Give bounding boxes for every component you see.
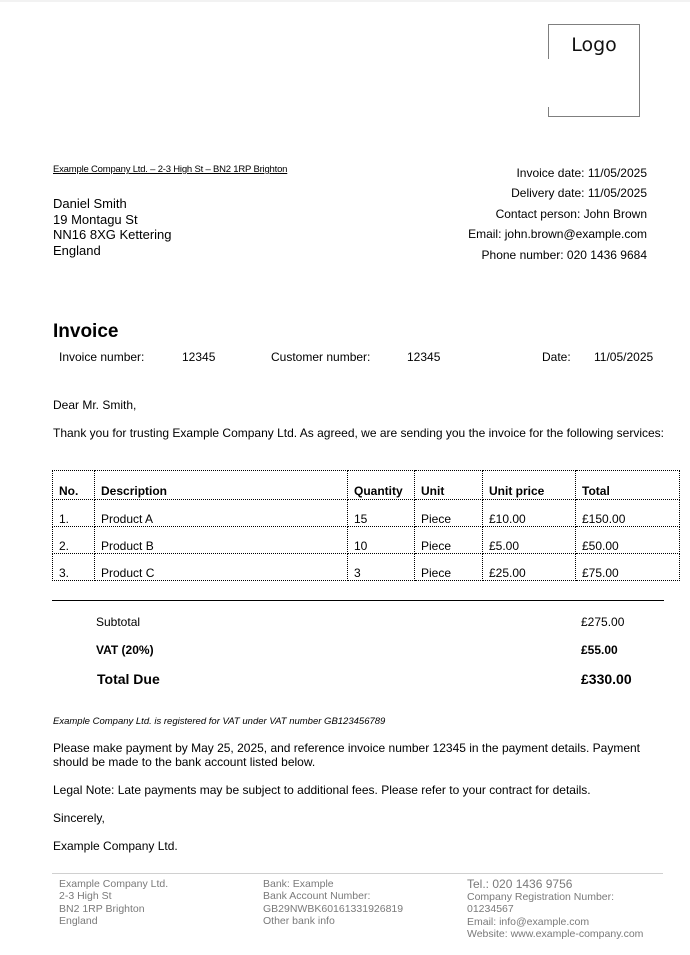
col-header-description: Description xyxy=(95,471,348,500)
recipient-country: England xyxy=(53,242,101,258)
cell-no: 2. xyxy=(53,527,95,554)
col-header-quantity: Quantity xyxy=(348,471,415,500)
cell-unit-price: £10.00 xyxy=(483,500,576,527)
cell-no: 1. xyxy=(53,500,95,527)
footer-bank-account-number: GB29NWBK60161331926819 xyxy=(263,902,404,915)
recipient-address xyxy=(53,196,172,258)
greeting: Dear Mr. Smith, xyxy=(53,398,137,412)
footer-registration-label: Company Registration Number: xyxy=(467,891,615,903)
cell-no: 3. xyxy=(53,554,95,581)
closing: Sincerely, xyxy=(53,811,105,825)
invoice-number-value: 12345 xyxy=(182,350,216,364)
page-top-edge xyxy=(0,0,690,2)
date-label: Date: xyxy=(542,350,571,364)
col-header-total: Total xyxy=(576,471,680,500)
legal-note: Legal Note: Late payments may be subject to additional fees. Please refer to your contract for details. xyxy=(53,783,591,797)
cell-total: £50.00 xyxy=(576,527,680,554)
footer-website: Website: www.example-company.com xyxy=(467,927,644,940)
invoice-date: Invoice date: 11/05/2025 xyxy=(516,166,647,180)
subtotal-value: £275.00 xyxy=(581,615,625,629)
col-header-unit: Unit xyxy=(415,471,483,500)
subtotal-label: Subtotal xyxy=(96,615,141,629)
totals-divider xyxy=(52,600,664,601)
footer-bank-info xyxy=(263,878,403,927)
cell-unit-price: £5.00 xyxy=(483,527,576,554)
date-value: 11/05/2025 xyxy=(594,350,654,364)
logo-label: Logo xyxy=(571,34,617,56)
footer-company-country: England xyxy=(59,914,98,927)
footer-company-city: BN2 1RP Brighton xyxy=(59,902,145,915)
footer-registration-number: 01234567 xyxy=(467,903,514,916)
payment-instructions: Please make payment by May 25, 2025, and reference invoice number 12345 in the payment details. Payment should be made to the bank account listed below. xyxy=(53,741,641,769)
contact-email: Email: john.brown@example.com xyxy=(468,227,647,242)
invoice-number-label: Invoice number: xyxy=(59,350,145,364)
col-header-unit-price: Unit price xyxy=(483,471,576,500)
logo-border-segment xyxy=(548,107,549,116)
recipient-street: 19 Montagu St xyxy=(53,211,138,227)
total-due-label: Total Due xyxy=(97,671,160,687)
cell-quantity: 10 xyxy=(348,527,415,554)
table-row xyxy=(53,554,680,581)
sender-address-line: Example Company Ltd. – 2-3 High St – BN2 1RP Brighton xyxy=(53,164,288,175)
cell-unit: Piece xyxy=(415,554,483,581)
footer-company-name: Example Company Ltd. xyxy=(59,878,169,890)
footer-company-street: 2-3 High St xyxy=(59,890,112,903)
table-header-row xyxy=(53,471,680,500)
invoice-meta xyxy=(468,163,647,265)
cell-description: Product B xyxy=(95,527,348,554)
recipient-city: NN16 8XG Kettering xyxy=(53,227,172,242)
footer-contact-info xyxy=(467,878,643,940)
table-row xyxy=(53,527,680,554)
total-due-value: £330.00 xyxy=(581,671,632,687)
cell-quantity: 3 xyxy=(348,554,415,581)
footer-bank-other: Other bank info xyxy=(263,914,335,927)
cell-unit-price: £25.00 xyxy=(483,554,576,581)
contact-person: Contact person: John Brown xyxy=(495,206,647,221)
contact-phone: Phone number: 020 1436 9684 xyxy=(481,247,647,262)
cell-description: Product A xyxy=(95,500,348,527)
vat-registration-note: Example Company Ltd. is registered for VAT under VAT number GB123456789 xyxy=(53,716,386,727)
cell-quantity: 15 xyxy=(348,500,415,527)
footer-bank-account-label: Bank Account Number: xyxy=(263,890,371,903)
vat-label: VAT (20%) xyxy=(96,643,154,657)
footer-bank-name: Bank: Example xyxy=(263,878,334,890)
customer-number-label: Customer number: xyxy=(271,350,371,364)
intro-text: Thank you for trusting Example Company Ltd. As agreed, we are sending you the invoice for the following services: xyxy=(53,426,664,440)
items-table xyxy=(52,470,680,581)
recipient-name: Daniel Smith xyxy=(53,196,127,211)
footer-company-info xyxy=(59,878,168,927)
cell-total: £75.00 xyxy=(576,554,680,581)
cell-total: £150.00 xyxy=(576,500,680,527)
footer-email: Email: info@example.com xyxy=(467,915,590,928)
col-header-no: No. xyxy=(53,471,95,500)
customer-number-value: 12345 xyxy=(407,350,441,364)
footer-tel: Tel.: 020 1436 9756 xyxy=(467,877,573,891)
cell-description: Product C xyxy=(95,554,348,581)
cell-unit: Piece xyxy=(415,527,483,554)
page-title: Invoice xyxy=(53,321,119,342)
vat-value: £55.00 xyxy=(581,643,618,657)
cell-unit: Piece xyxy=(415,500,483,527)
table-row xyxy=(53,500,680,527)
delivery-date: Delivery date: 11/05/2025 xyxy=(511,186,647,201)
signature: Example Company Ltd. xyxy=(53,839,178,853)
footer-divider xyxy=(52,873,663,874)
